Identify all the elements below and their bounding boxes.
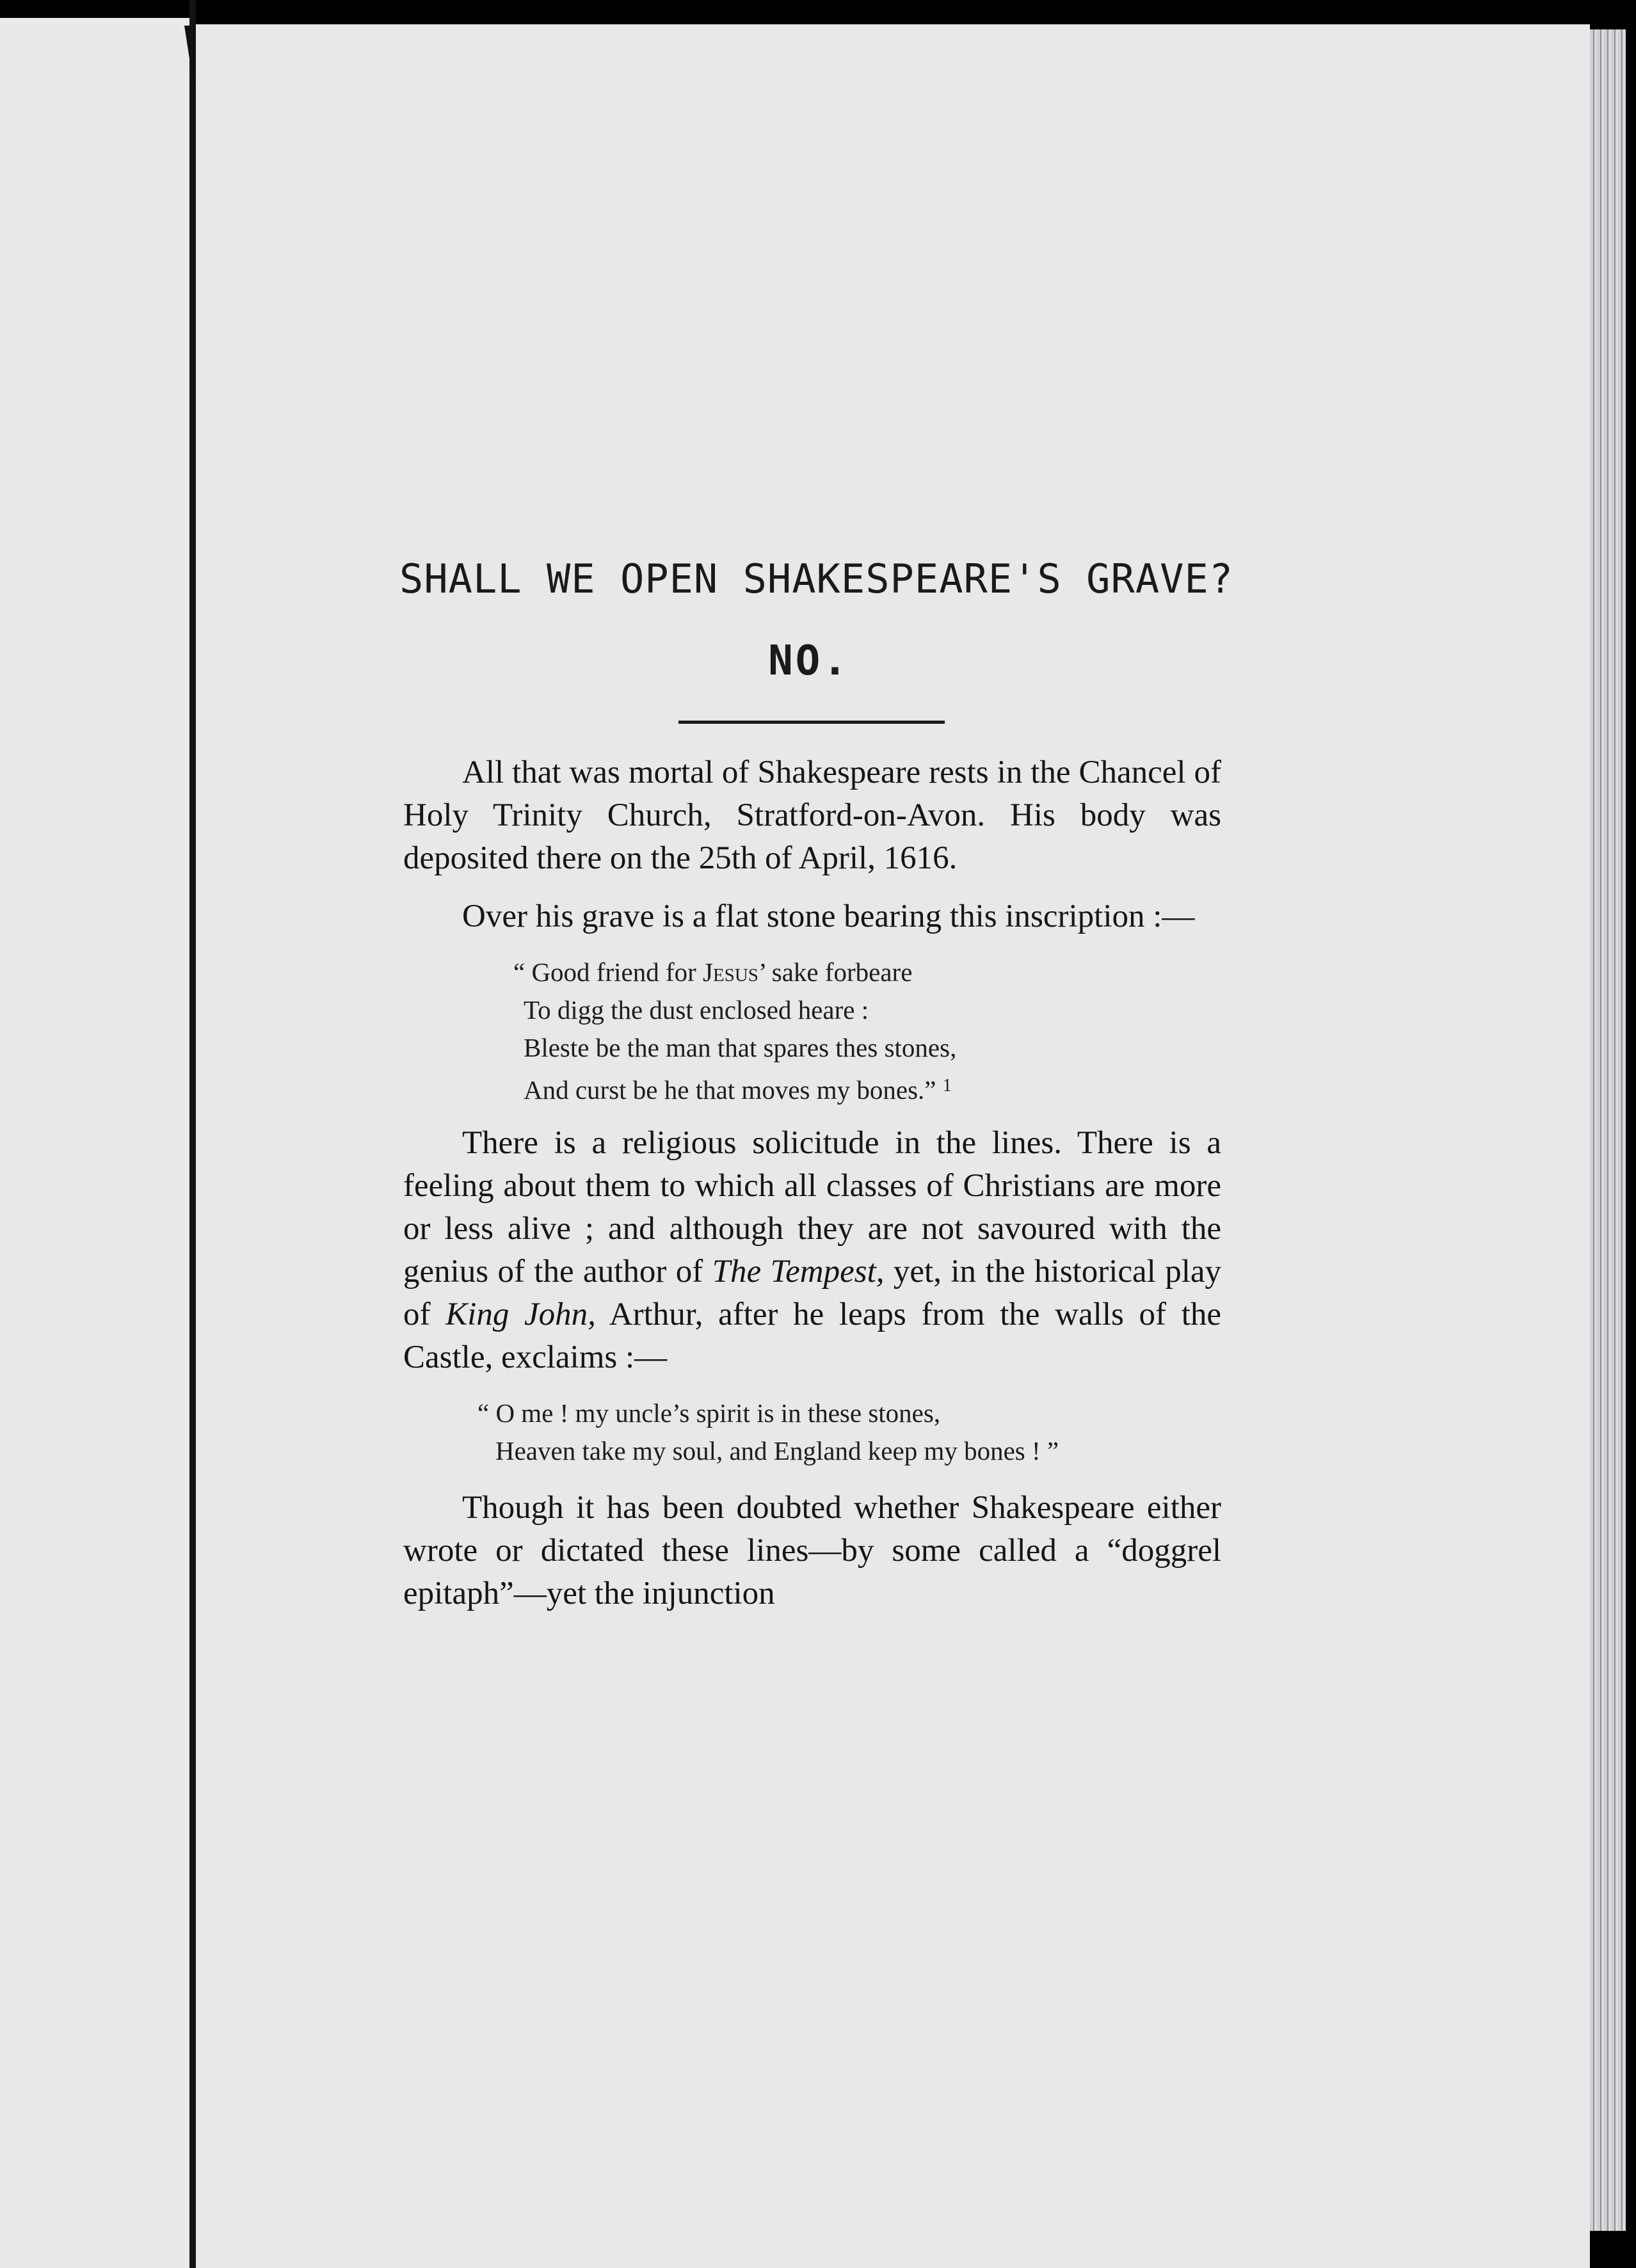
paragraph-2: Over his grave is a flat stone bearing this inscription :— [462,898,1195,934]
epitaph-line-1-name: Jesus [703,957,758,987]
paragraph-3 [403,1122,1221,1379]
book-gutter [189,0,196,2268]
paragraph-1: All that was mortal of Shakespeare rests in the Chancel of Holy Trinity Church, Stratford-on-Avon. His body was deposited there on the 25th of April, 1616. [403,755,1221,876]
king-john-quote [403,1394,1221,1470]
epitaph-line-4 [513,1067,1221,1109]
epitaph-line-1 [513,954,1221,991]
epitaph-line-2: To digg the dust enclosed heare : [524,995,869,1025]
title-divider [678,721,945,724]
paragraph-3-part-c: Arthur, after he leaps from the walls of the Castle, exclaims :— [403,1297,1221,1375]
body-text [403,749,1221,1615]
page-subtitle: NO. [768,637,850,685]
page-edges [1590,29,1626,2231]
quote-line-1: “ O me ! my uncle’s spirit is in these stones, [477,1398,941,1428]
epitaph-line-3: Bleste be the man that spares thes stones, [524,1033,957,1062]
paragraph-3-part-b: yet, in the historical play of [403,1254,1221,1332]
epitaph-line-1-open: “ Good friend for [513,957,703,987]
play-title-king-john: King John, [445,1297,596,1332]
paragraph-4: Though it has been doubted whether Shakespeare either wrote or dictated these lines—by some called a “doggrel epitaph”—yet the injunction [403,1490,1221,1611]
paragraph-3-part-a: There is a religious solicitude in the lines. There is a feeling about them to which all classes of Christians are more or less alive ; and although they are not savoured with the genius of the author of [403,1125,1221,1290]
quote-line-2: Heaven take my soul, and England keep my bones ! ” [495,1436,1059,1465]
footnote-mark: 1 [942,1076,952,1096]
epitaph-line-1-close: ’ sake forbeare [758,957,913,987]
epitaph-line-4-text: And curst be he that moves my bones.” [524,1075,936,1105]
play-title-tempest: The Tempest, [712,1254,885,1290]
page-title: SHALL WE OPEN SHAKESPEARE'S GRAVE? [399,555,1234,602]
epitaph-inscription [403,954,1221,1109]
left-page-edge [0,18,189,2268]
